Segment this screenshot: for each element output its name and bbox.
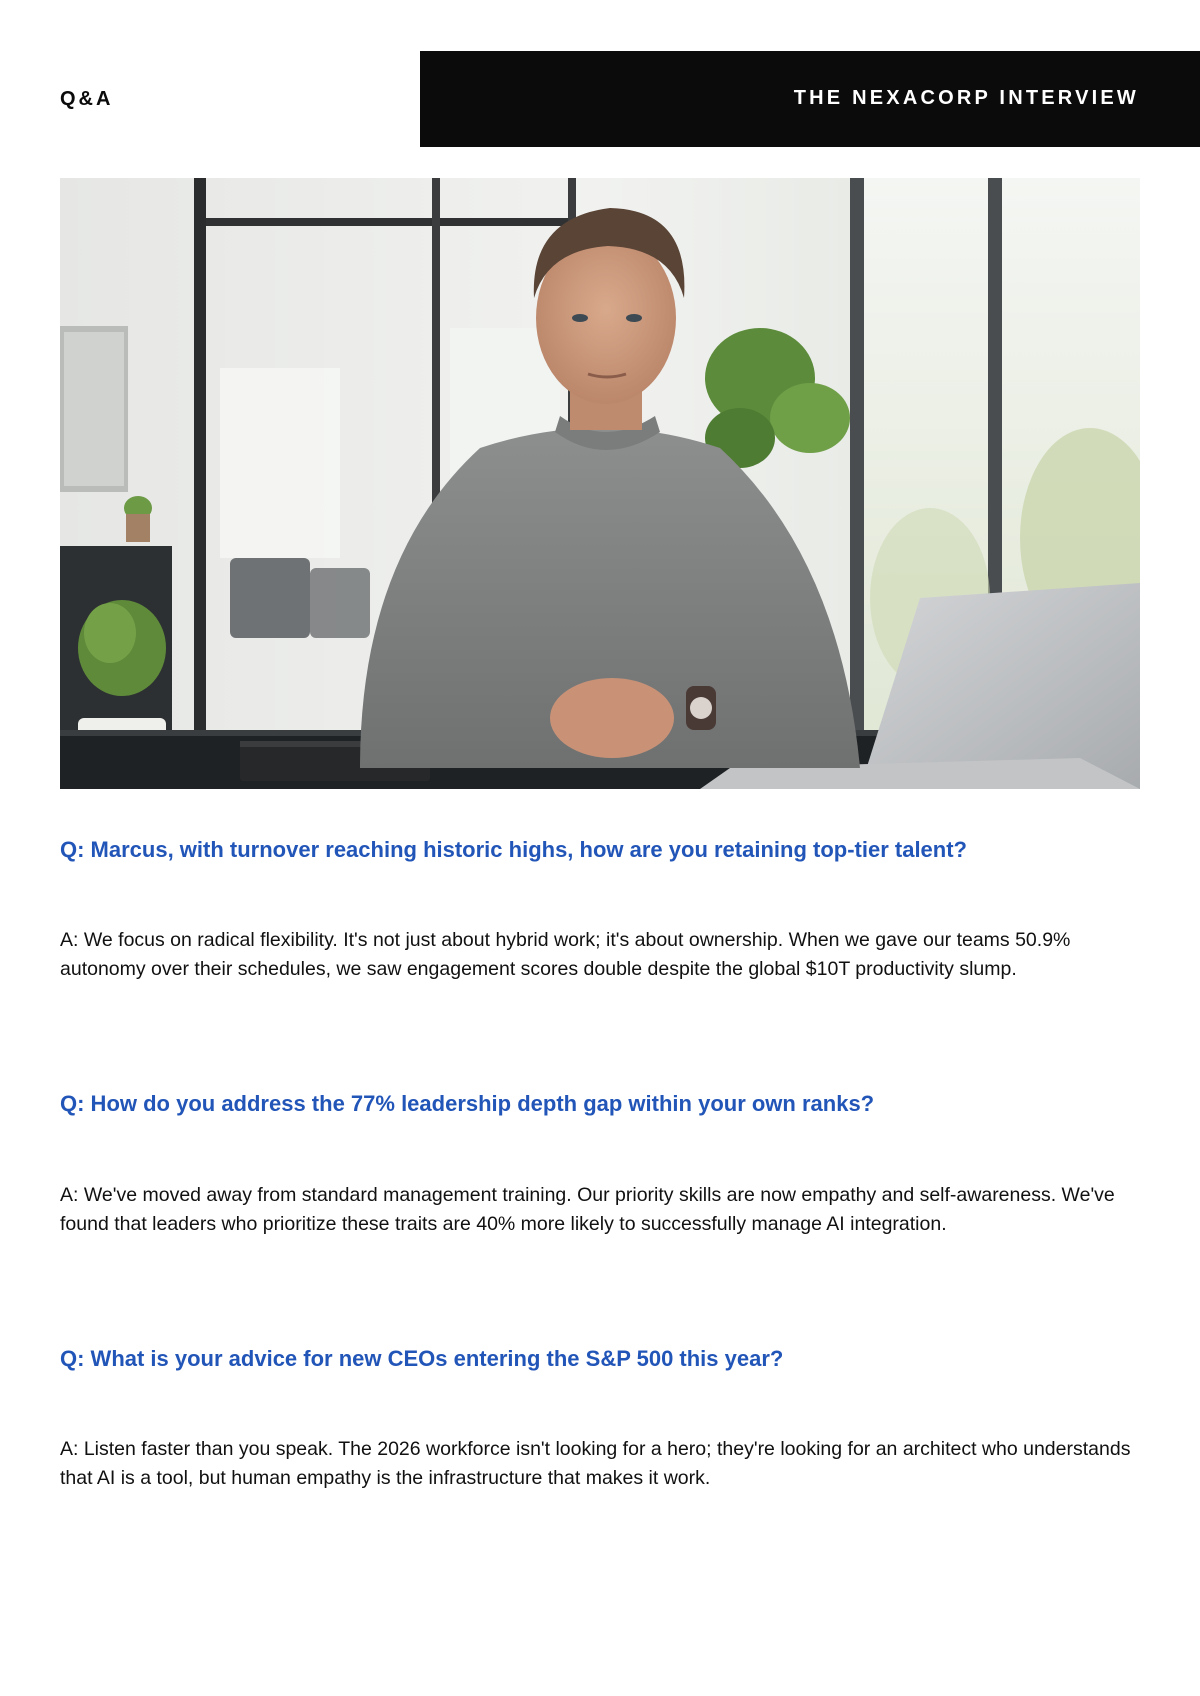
answer-2: A: We've moved away from standard management training. Our priority skills are now empathy and self-awareness. We've found that leaders who prioritize these traits are 40% more likely to successfully manage AI integration. xyxy=(60,1184,1115,1235)
answer-block-3 xyxy=(60,1435,1140,1493)
qa-block-2 xyxy=(60,1089,1140,1119)
portrait-photo xyxy=(60,178,1140,789)
hero-image xyxy=(60,178,1140,789)
question-2: Q: How do you address the 77% leadership depth gap within your own ranks? xyxy=(60,1091,875,1116)
answer-1: A: We focus on radical flexibility. It's not just about hybrid work; it's about ownership. When we gave our teams 50.9% autonomy over their schedules, we saw engagement scores double despite the global $10T productivity slump. xyxy=(60,929,1071,980)
question-1: Q: Marcus, with turnover reaching historic highs, how are you retaining top-tier talent? xyxy=(60,837,967,862)
header-title: THE NEXACORP INTERVIEW xyxy=(793,87,1139,109)
qa-block-1 xyxy=(60,835,1140,865)
qa-block-3 xyxy=(60,1344,1140,1374)
header-bar xyxy=(420,51,1200,147)
question-3: Q: What is your advice for new CEOs entering the S&P 500 this year? xyxy=(60,1346,784,1371)
answer-block-2 xyxy=(60,1181,1140,1239)
answer-block-1 xyxy=(60,926,1140,984)
section-label: Q&A xyxy=(60,88,114,110)
answer-3: A: Listen faster than you speak. The 2026 workforce isn't looking for a hero; they're looking for an architect who understands that AI is a tool, but human empathy is the infrastructure that makes it work. xyxy=(60,1438,1131,1489)
